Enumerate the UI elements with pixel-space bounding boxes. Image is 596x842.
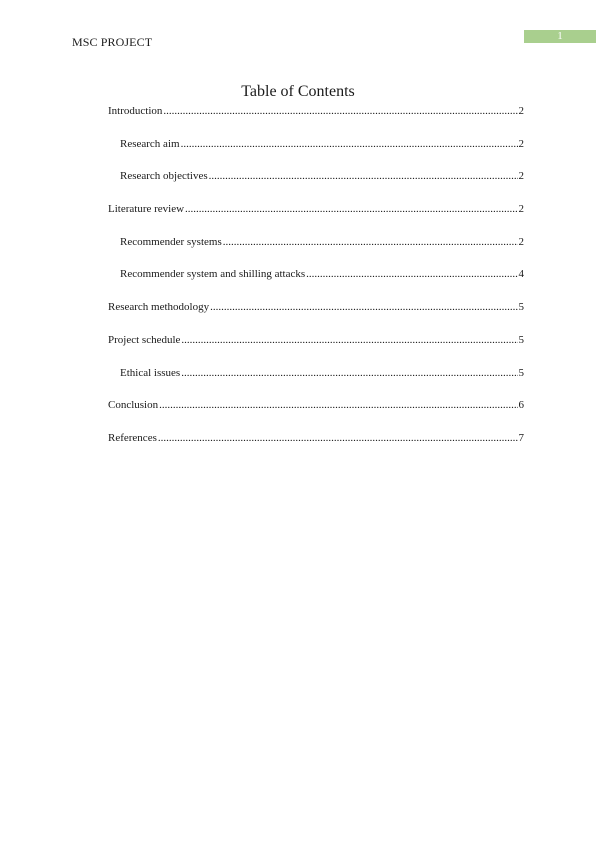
toc-dot-leader [163,104,517,118]
toc-entry-text: Conclusion [108,399,159,412]
toc-entry-research-methodology[interactable] [108,300,524,333]
toc-entry-references[interactable] [108,431,524,464]
toc-entry-conclusion[interactable] [108,398,524,431]
toc-dot-leader [181,366,517,380]
toc-dot-leader [181,333,517,347]
toc-entry-text: Ethical issues [120,366,181,379]
toc-dot-leader [159,398,517,412]
toc-dot-leader [158,431,518,445]
toc-dot-leader [185,202,517,216]
toc-dot-leader [209,169,518,183]
toc-entry-literature-review[interactable] [108,202,524,235]
running-header-title: MSC PROJECT [72,35,153,49]
toc-entry-page: 5 [518,301,524,314]
toc-entry-page: 2 [518,203,524,216]
toc-entry-text: Recommender system and shilling attacks [120,268,306,281]
toc-entry-page: 2 [518,235,524,248]
toc-entry-text: Literature review [108,203,185,216]
toc-heading: Table of Contents [241,83,355,100]
toc-entry-page: 6 [518,399,524,412]
toc-entry-page: 2 [518,170,524,183]
page-number-badge: 1 [524,30,596,43]
toc-entry-text: References [108,431,157,444]
toc-entry-page: 2 [518,105,524,117]
toc-entry-research-objectives[interactable] [108,169,524,202]
toc-dot-leader [306,267,517,281]
toc-entry-text: Research aim [120,137,180,150]
toc-entry-text: Research objectives [120,170,208,183]
toc-entry-page: 5 [518,333,524,346]
toc-entry-page: 5 [518,366,524,379]
toc-entry-shilling-attacks[interactable] [108,267,524,300]
toc-entry-text: Research methodology [108,301,210,314]
toc-dot-leader [210,300,517,314]
toc-list [108,104,524,464]
toc-entry-page: 2 [518,137,524,150]
toc-entry-text: Introduction [108,105,163,117]
toc-entry-page: 7 [518,431,524,444]
toc-dot-leader [223,235,518,249]
toc-entry-research-aim[interactable] [108,137,524,170]
toc-entry-ethical-issues[interactable] [108,366,524,399]
toc-entry-page: 4 [518,268,524,281]
toc-entry-introduction[interactable] [108,104,524,137]
toc-entry-project-schedule[interactable] [108,333,524,366]
toc-entry-text: Recommender systems [120,235,222,248]
toc-dot-leader [181,137,518,151]
toc-entry-text: Project schedule [108,333,181,346]
toc-entry-recommender-systems[interactable] [108,235,524,268]
